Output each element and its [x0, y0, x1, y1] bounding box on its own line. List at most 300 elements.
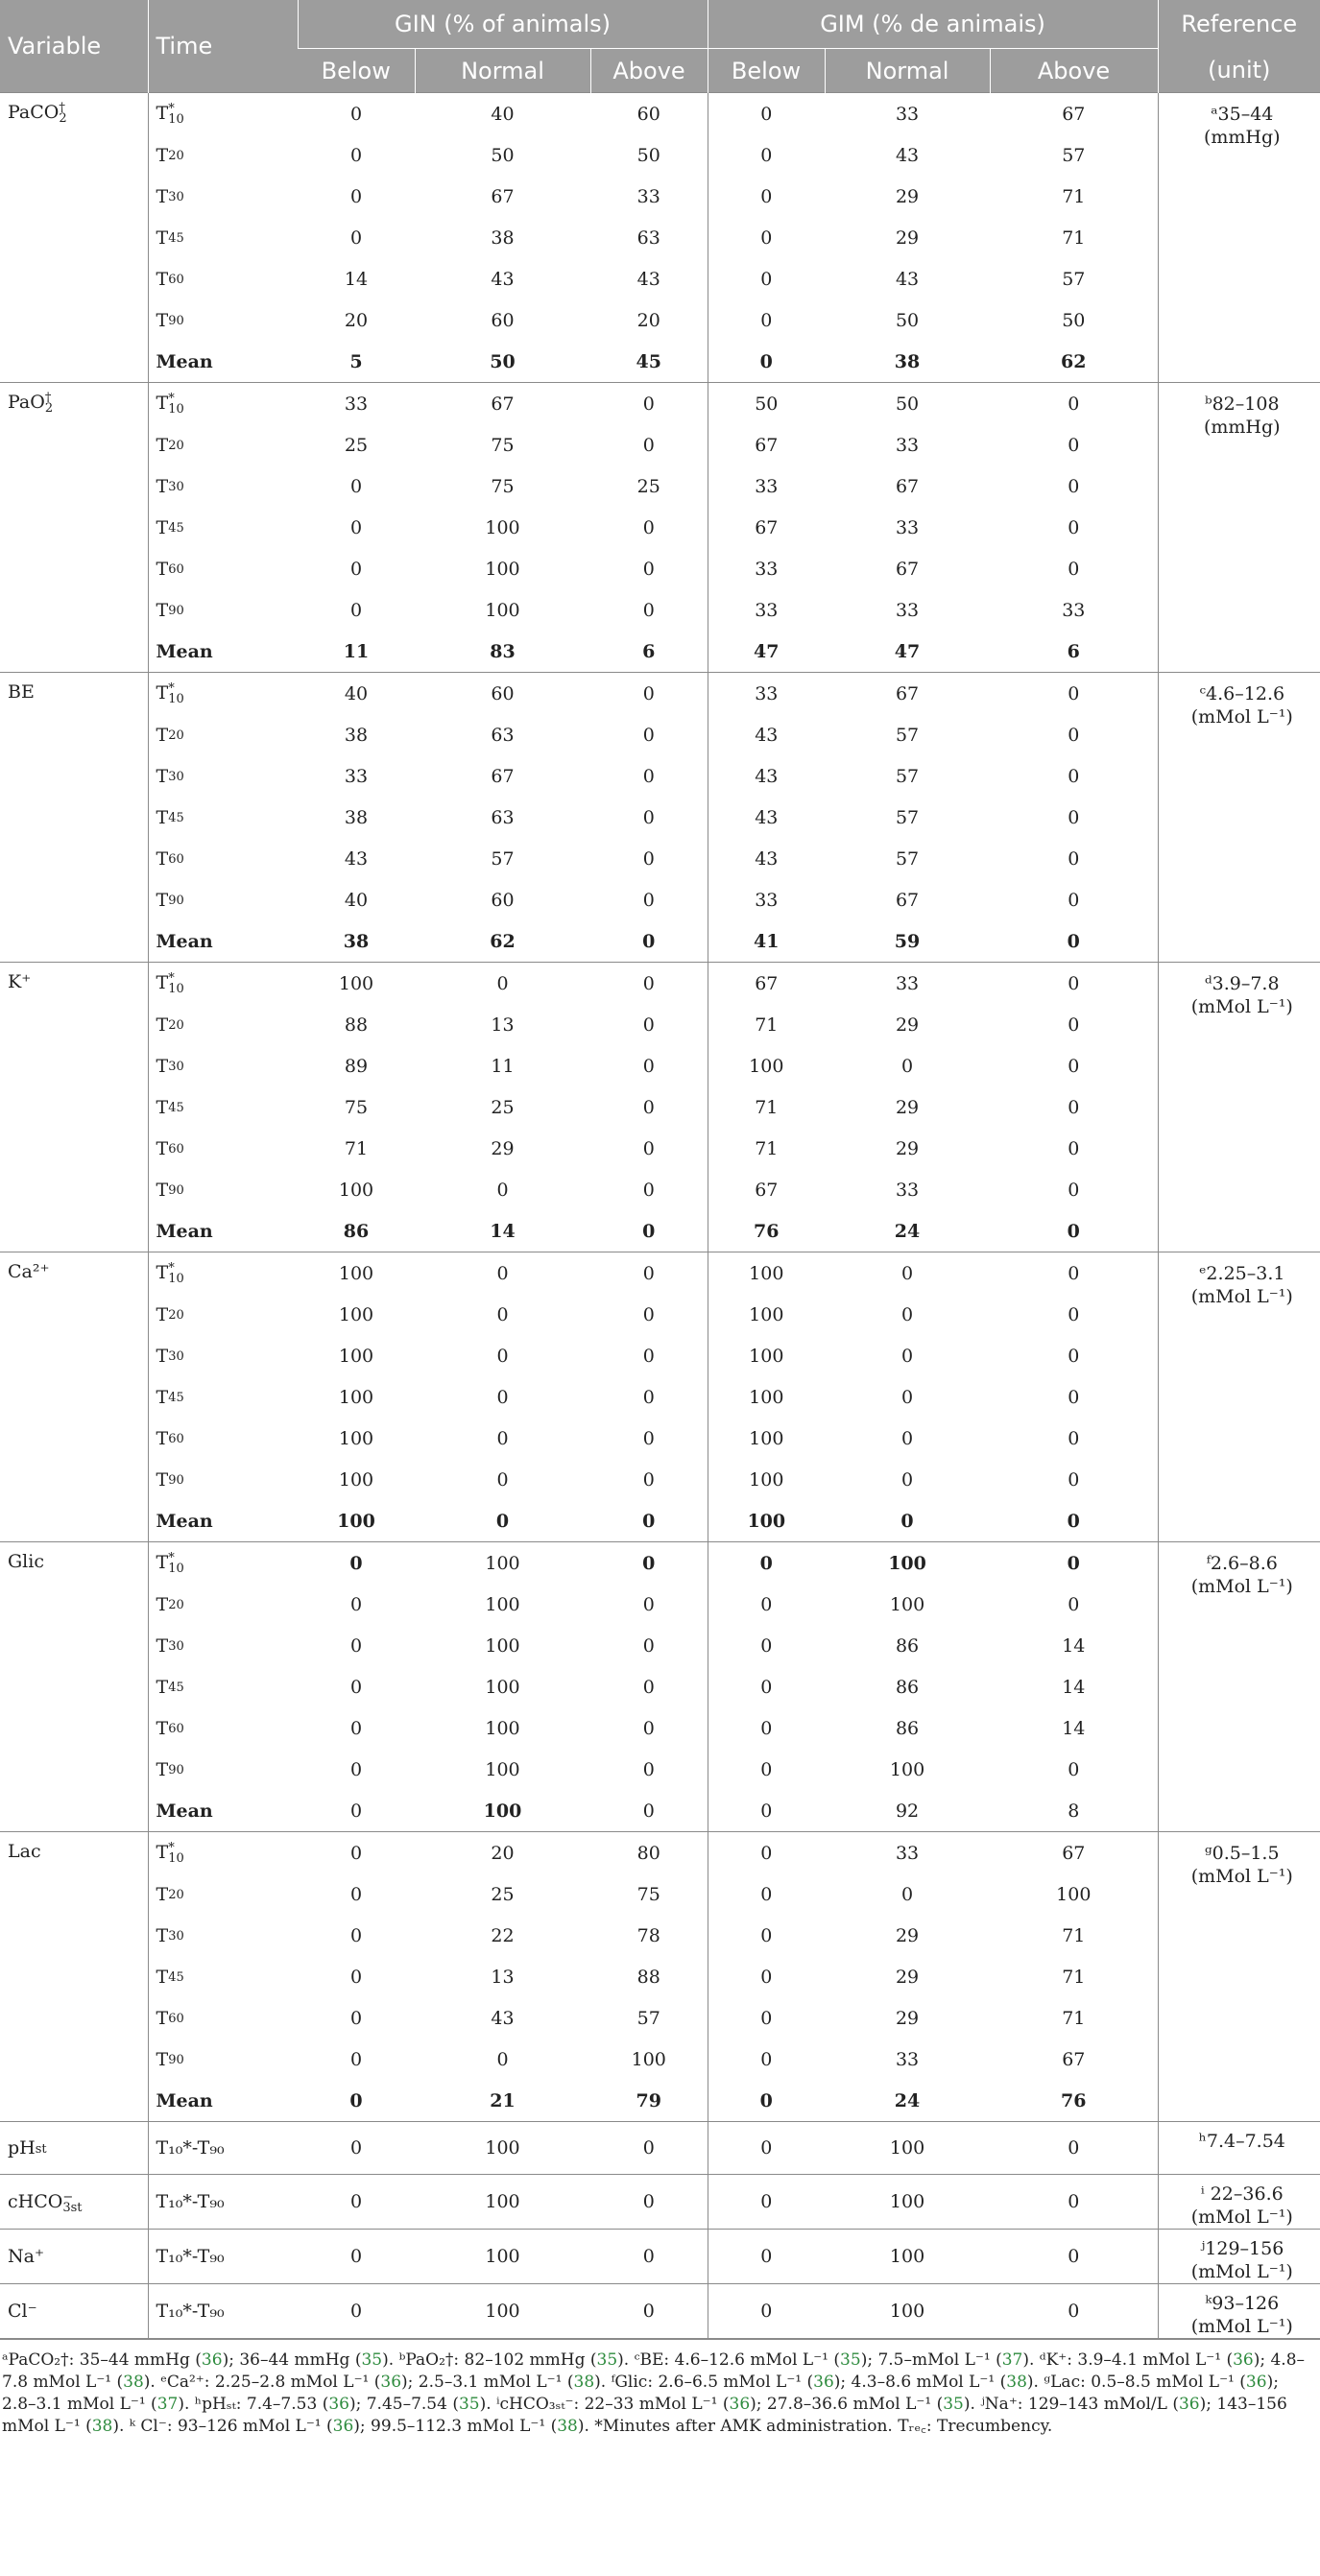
gin-below-cell: 0 — [349, 516, 363, 538]
table-row — [0, 134, 1320, 176]
gim-above-cell: 67 — [1062, 2048, 1086, 2070]
citation-link[interactable]: 38 — [91, 2417, 113, 2436]
time-sub: 10 — [168, 112, 184, 127]
time-script — [168, 1600, 184, 1610]
gim-above-cell: 50 — [1062, 309, 1086, 331]
time-cell: T₁₀*-T₉₀ — [148, 2284, 298, 2339]
time-cell: T 45 — [156, 1676, 184, 1698]
variable-cell: PaCO † 2 — [0, 93, 148, 383]
gim-above-cell: 14 — [1062, 1717, 1086, 1739]
time-sup: * — [168, 1551, 175, 1565]
table-body — [0, 93, 1320, 2339]
gim-normal-cell: 33 — [895, 599, 920, 621]
gim-below-cell: 0 — [708, 1584, 825, 1625]
gim-normal-cell: 0 — [900, 1345, 914, 1367]
gin-normal-cell: 25 — [491, 1883, 515, 1905]
time-sub: 30 — [168, 190, 184, 204]
time-script — [168, 854, 184, 865]
reference-unit: (mMol L⁻¹) — [1190, 1866, 1293, 1887]
table-row — [0, 1873, 1320, 1915]
var-script — [62, 2189, 83, 2215]
gin-above-cell: 0 — [642, 1800, 655, 1822]
time-sub: 20 — [168, 439, 184, 453]
time-script — [168, 523, 184, 534]
time-cell: Mean — [156, 640, 213, 662]
citation-link[interactable]: 38 — [557, 2417, 578, 2436]
time-cell: T 90 — [156, 1179, 184, 1201]
gin-below-cell: 0 — [349, 1924, 363, 1946]
gim-above-cell: 62 — [1061, 350, 1087, 372]
citation-link[interactable]: 37 — [1001, 2350, 1023, 2370]
var-script — [45, 393, 53, 414]
gim-normal-cell: 29 — [895, 1096, 920, 1118]
time-sub: 10 — [168, 1562, 184, 1576]
reference-range: ᵏ93–126 — [1205, 2293, 1280, 2314]
time-sub: 60 — [168, 562, 184, 577]
gim-normal-cell: 0 — [900, 1055, 914, 1077]
gim-below-cell: 0 — [708, 2284, 825, 2339]
gim-below-cell: 0 — [708, 2039, 825, 2080]
time-cell: Mean — [156, 350, 213, 372]
reference-cell — [1158, 1542, 1320, 1832]
reference-range: ʲ129–156 — [1200, 2238, 1284, 2259]
gim-below-cell: 0 — [708, 1707, 825, 1749]
time-sup: * — [168, 102, 175, 116]
time-cell: T 20 — [156, 724, 184, 746]
time-sub: 60 — [168, 1142, 184, 1157]
time-script — [168, 192, 184, 203]
time-script — [168, 1890, 184, 1900]
gin-above-cell: 6 — [642, 640, 656, 662]
citation-link[interactable]: 37 — [156, 2395, 179, 2414]
table-row — [0, 1004, 1320, 1045]
gin-above-cell: 0 — [590, 2284, 708, 2339]
table-row — [0, 714, 1320, 755]
header-gin-normal: Normal — [415, 49, 590, 93]
gim-above-cell: 0 — [1068, 1055, 1080, 1077]
time-cell: T * 10 — [148, 963, 298, 1005]
time-cell: T 45 — [156, 1966, 184, 1988]
gin-below-cell: 71 — [344, 1137, 369, 1159]
time-cell: T * 10 — [148, 1832, 298, 1874]
gim-normal-cell: 33 — [825, 93, 990, 135]
reference-cell — [1158, 93, 1320, 383]
gim-above-cell: 0 — [1067, 930, 1080, 952]
time-script — [168, 2014, 184, 2024]
footnote-text: ); 27.8–36.6 mMol L⁻¹ ( — [750, 2395, 944, 2414]
gin-below-cell: 0 — [349, 1676, 363, 1698]
gim-normal-cell: 43 — [895, 268, 920, 290]
time-cell: T 60 — [156, 1137, 184, 1159]
gin-above-cell: 0 — [590, 673, 708, 715]
gim-below-cell: 67 — [708, 963, 825, 1005]
header-gim: GIM (% de animais) — [708, 0, 1158, 49]
gim-below-cell: 0 — [708, 176, 825, 217]
gin-above-cell: 79 — [636, 2089, 661, 2111]
gin-below-cell: 0 — [349, 1800, 363, 1822]
header-unit: (unit) — [1158, 49, 1320, 93]
time-script — [168, 1144, 184, 1155]
gim-normal-cell: 59 — [894, 930, 921, 952]
gim-above-cell: 0 — [1068, 1345, 1080, 1367]
gin-above-cell: 0 — [642, 1137, 655, 1159]
gin-below-cell: 14 — [344, 268, 369, 290]
gin-below-cell: 0 — [298, 1542, 415, 1585]
citation-link[interactable]: 36 — [332, 2417, 354, 2436]
time-script — [168, 2055, 184, 2065]
time-cell: T 45 — [156, 227, 184, 249]
gin-above-cell: 0 — [642, 1179, 655, 1201]
gin-above-cell: 50 — [636, 144, 660, 166]
gin-normal-cell: 0 — [496, 1345, 509, 1367]
gin-above-cell: 0 — [642, 1427, 655, 1449]
gin-normal-cell: 100 — [485, 516, 520, 538]
gin-below-cell: 0 — [298, 2230, 415, 2284]
gin-above-cell: 0 — [642, 765, 655, 787]
gin-above-cell: 0 — [590, 383, 708, 425]
gim-above-cell: 0 — [1068, 1096, 1080, 1118]
gim-above-cell: 57 — [1062, 144, 1086, 166]
time-cell: T 30 — [156, 1055, 184, 1077]
gin-normal-cell: 75 — [491, 475, 515, 497]
gin-above-cell: 57 — [636, 2007, 660, 2029]
gin-normal-cell: 60 — [491, 889, 515, 911]
gin-below-cell: 20 — [344, 309, 369, 331]
gin-below-cell: 43 — [344, 847, 369, 870]
gim-above-cell: 33 — [1062, 599, 1086, 621]
gin-below-cell: 100 — [338, 1468, 374, 1491]
time-cell: T * 10 — [148, 1542, 298, 1585]
gim-normal-cell: 86 — [895, 1634, 920, 1657]
reference-cell — [1158, 673, 1320, 963]
table-row — [0, 424, 1320, 465]
citation-link[interactable]: 35 — [840, 2350, 861, 2370]
gim-normal-cell: 33 — [825, 1832, 990, 1874]
table-row — [0, 1376, 1320, 1418]
gim-below-cell: 0 — [708, 1749, 825, 1790]
variable-cell: Glic — [0, 1542, 148, 1832]
header-gim-above: Above — [990, 49, 1158, 93]
gin-above-cell: 78 — [636, 1924, 660, 1946]
time-script — [168, 1020, 184, 1031]
table-row — [0, 1045, 1320, 1086]
reference-unit: (mMol L⁻¹) — [1190, 2206, 1293, 2228]
gin-below-cell: 0 — [298, 2284, 415, 2339]
gin-above-cell: 0 — [642, 1676, 655, 1698]
time-script — [168, 1724, 184, 1734]
time-script — [168, 1765, 184, 1776]
gin-normal-cell: 100 — [485, 1717, 520, 1739]
table-row — [0, 797, 1320, 838]
time-sub: 60 — [168, 273, 184, 287]
time-cell: T 45 — [156, 516, 184, 538]
gim-above-cell: 0 — [990, 383, 1158, 425]
reference-range: ᵈ3.9–7.8 — [1205, 973, 1280, 994]
gin-below-cell: 0 — [349, 2089, 363, 2111]
gim-normal-cell: 0 — [900, 1510, 914, 1532]
citation-link[interactable]: 35 — [943, 2395, 964, 2414]
gim-above-cell: 14 — [1062, 1634, 1086, 1657]
citation-link[interactable]: 36 — [201, 2350, 223, 2370]
time-cell: T 60 — [156, 1427, 184, 1449]
gim-above-cell: 0 — [990, 1252, 1158, 1295]
gim-above-cell: 71 — [1062, 2007, 1086, 2029]
reference-unit: (mMol L⁻¹) — [1190, 1576, 1293, 1597]
gin-normal-cell: 62 — [490, 930, 516, 952]
citation-link[interactable]: 36 — [1178, 2395, 1200, 2414]
gim-below-cell: 0 — [708, 134, 825, 176]
time-script — [168, 973, 184, 994]
gin-below-cell: 86 — [343, 1220, 370, 1242]
gim-above-cell: 76 — [1061, 2089, 1087, 2111]
time-cell: Mean — [156, 1800, 213, 1822]
gin-above-cell: 0 — [642, 1055, 655, 1077]
citation-link[interactable]: 36 — [729, 2395, 751, 2414]
gim-below-cell: 100 — [708, 1335, 825, 1376]
gim-above-cell: 0 — [1068, 516, 1080, 538]
reference-cell — [1158, 2122, 1320, 2175]
time-script — [168, 1931, 184, 1942]
gin-above-cell: 45 — [636, 350, 661, 372]
gin-below-cell: 100 — [338, 1303, 374, 1325]
gin-normal-cell: 100 — [485, 599, 520, 621]
gin-normal-cell: 63 — [491, 724, 515, 746]
citation-link[interactable]: 35 — [361, 2350, 383, 2370]
reference-unit: (mMol L⁻¹) — [1190, 2316, 1293, 2337]
table-row — [0, 383, 1320, 425]
gin-below-cell: 0 — [349, 1883, 363, 1905]
time-cell: T 60 — [156, 847, 184, 870]
time-script — [168, 316, 184, 326]
time-cell: T 20 — [156, 434, 184, 456]
gim-above-cell: 0 — [1067, 1220, 1080, 1242]
reference-cell — [1158, 2284, 1320, 2339]
gim-above-cell: 0 — [990, 963, 1158, 1005]
gim-normal-cell: 67 — [895, 475, 920, 497]
reference-unit: (mmHg) — [1203, 127, 1281, 148]
time-cell: T 60 — [156, 2007, 184, 2029]
time-sub: 10 — [168, 692, 184, 706]
gin-normal-cell: 100 — [415, 1542, 590, 1585]
citation-link[interactable]: 35 — [596, 2350, 618, 2370]
gim-below-cell: 100 — [708, 1252, 825, 1295]
gin-above-cell: 0 — [642, 1634, 655, 1657]
gim-below-cell: 0 — [708, 93, 825, 135]
gim-above-cell: 0 — [1068, 765, 1080, 787]
table-row — [0, 1418, 1320, 1459]
gim-normal-cell: 100 — [889, 1758, 925, 1780]
time-cell: T 90 — [156, 309, 184, 331]
citation-link[interactable]: 38 — [1006, 2373, 1027, 2392]
time-sub: 90 — [168, 604, 184, 618]
footnote-text: ); 143–156 mMol L⁻¹ ( — [2, 2395, 1287, 2436]
gim-below-cell: 71 — [708, 1128, 825, 1169]
gin-above-cell: 43 — [636, 268, 660, 290]
reference-range: ᵇ82–108 — [1205, 394, 1280, 415]
table-row-mean — [0, 1210, 1320, 1252]
gim-normal-cell: 29 — [895, 2007, 920, 2029]
time-sub: 20 — [168, 1018, 184, 1033]
gin-normal-cell: 50 — [491, 144, 515, 166]
gim-normal-cell: 29 — [895, 227, 920, 249]
gin-normal-cell: 0 — [496, 1179, 509, 1201]
gin-below-cell: 0 — [349, 227, 363, 249]
var-script — [35, 2141, 47, 2157]
footnote-text: ); 7.5–mMol L⁻¹ ( — [860, 2350, 1002, 2370]
table-row — [0, 548, 1320, 589]
table-row-single — [0, 2175, 1320, 2230]
header-gin-above: Above — [590, 49, 708, 93]
time-sub: 45 — [168, 521, 184, 536]
gim-below-cell: 100 — [708, 1045, 825, 1086]
variable-cell: Na⁺ — [0, 2230, 148, 2284]
header-variable: Variable — [0, 0, 148, 93]
gim-normal-cell: 92 — [895, 1800, 920, 1822]
gin-above-cell: 0 — [590, 963, 708, 1005]
time-sub: 60 — [168, 2012, 184, 2026]
time-cell: Mean — [156, 1220, 213, 1242]
table-footnote — [0, 2339, 1320, 2438]
gim-above-cell: 0 — [990, 2230, 1158, 2284]
citation-link[interactable]: 36 — [380, 2373, 402, 2392]
gin-normal-cell: 21 — [490, 2089, 516, 2111]
gin-above-cell: 60 — [590, 93, 708, 135]
time-sub: 10 — [168, 982, 184, 996]
time-sub: 10 — [168, 1272, 184, 1286]
gin-above-cell: 0 — [642, 516, 655, 538]
table-row — [0, 1252, 1320, 1295]
gim-below-cell: 0 — [708, 2080, 825, 2122]
citation-link[interactable]: 38 — [573, 2373, 595, 2392]
gim-above-cell: 0 — [1068, 1386, 1080, 1408]
gim-normal-cell: 50 — [895, 309, 920, 331]
gin-above-cell: 0 — [642, 1220, 656, 1242]
gin-normal-cell: 0 — [496, 1468, 509, 1491]
reference-cell — [1158, 1252, 1320, 1542]
gin-below-cell: 38 — [343, 930, 370, 952]
gin-above-cell: 0 — [642, 1303, 655, 1325]
gim-below-cell: 100 — [708, 1376, 825, 1418]
footnote-text: ); 4.3–8.6 mMol L⁻¹ ( — [833, 2373, 1007, 2392]
time-sub: 30 — [168, 1060, 184, 1074]
gim-below-cell: 43 — [708, 838, 825, 879]
time-sub: 60 — [168, 852, 184, 867]
citation-link[interactable]: 36 — [1245, 2373, 1267, 2392]
header-time: Time — [148, 0, 298, 93]
time-cell: T 30 — [156, 1924, 184, 1946]
gin-above-cell: 0 — [642, 1096, 655, 1118]
gim-below-cell: 100 — [708, 1294, 825, 1335]
gin-below-cell: 0 — [298, 2175, 415, 2230]
citation-link[interactable]: 36 — [813, 2373, 834, 2392]
gim-above-cell: 14 — [1062, 1676, 1086, 1698]
gin-normal-cell: 57 — [491, 847, 515, 870]
table-row — [0, 838, 1320, 879]
citation-link[interactable]: 35 — [458, 2395, 480, 2414]
table-row — [0, 465, 1320, 507]
table-row — [0, 1625, 1320, 1666]
citation-link[interactable]: 36 — [1233, 2350, 1254, 2370]
time-script — [168, 730, 184, 741]
gim-below-cell: 76 — [708, 1210, 825, 1252]
table-row — [0, 963, 1320, 1005]
gim-below-cell: 0 — [708, 2230, 825, 2284]
gim-normal-cell: 33 — [895, 516, 920, 538]
citation-link[interactable]: 38 — [123, 2373, 144, 2392]
reference-range: ᶜ4.6–12.6 — [1199, 683, 1285, 704]
gim-normal-cell: 100 — [825, 2230, 990, 2284]
gin-normal-cell: 0 — [415, 963, 590, 1005]
time-script — [168, 1475, 184, 1486]
citation-link[interactable]: 36 — [328, 2395, 349, 2414]
gin-above-cell: 33 — [636, 185, 660, 207]
gim-normal-cell: 57 — [895, 806, 920, 828]
gim-below-cell: 0 — [708, 1832, 825, 1874]
time-sub: 10 — [168, 1851, 184, 1866]
footnote-text: ); 36–44 mmHg ( — [222, 2350, 362, 2370]
gim-below-cell: 33 — [708, 465, 825, 507]
time-script — [168, 151, 184, 161]
gin-normal-cell: 29 — [491, 1137, 515, 1159]
time-cell: T * 10 — [148, 1252, 298, 1295]
header-gim-below: Below — [708, 49, 825, 93]
gin-normal-cell: 0 — [496, 1303, 509, 1325]
gim-normal-cell: 57 — [895, 724, 920, 746]
table-row — [0, 1335, 1320, 1376]
gim-below-cell: 0 — [708, 2122, 825, 2175]
gim-above-cell: 71 — [1062, 1966, 1086, 1988]
time-script — [168, 1061, 184, 1072]
gin-above-cell: 0 — [590, 2175, 708, 2230]
gim-below-cell: 43 — [708, 714, 825, 755]
table-row — [0, 1542, 1320, 1585]
table-row — [0, 1666, 1320, 1707]
time-script — [168, 441, 184, 451]
gim-above-cell: 71 — [1062, 227, 1086, 249]
table-row — [0, 755, 1320, 797]
footnote-text: ); 4.8–7.8 mMol L⁻¹ ( — [2, 2350, 1306, 2392]
variable-cell: Cl⁻ — [0, 2284, 148, 2339]
gin-below-cell: 0 — [349, 1758, 363, 1780]
gim-above-cell: 0 — [1068, 475, 1080, 497]
gim-normal-cell: 67 — [825, 673, 990, 715]
gim-above-cell: 0 — [1068, 1758, 1080, 1780]
time-sub: 90 — [168, 314, 184, 328]
table-row — [0, 1832, 1320, 1874]
gin-below-cell: 5 — [349, 350, 363, 372]
gim-normal-cell: 29 — [895, 1924, 920, 1946]
gim-below-cell: 0 — [708, 1915, 825, 1956]
table-row — [0, 589, 1320, 631]
gin-normal-cell: 0 — [495, 1510, 510, 1532]
time-script — [168, 1553, 184, 1574]
gim-normal-cell: 100 — [825, 1542, 990, 1585]
gin-below-cell: 0 — [349, 1634, 363, 1657]
gin-normal-cell: 75 — [491, 434, 515, 456]
time-cell: T 30 — [156, 1345, 184, 1367]
time-cell: T 60 — [156, 558, 184, 580]
gin-normal-cell: 67 — [415, 383, 590, 425]
table-row-mean — [0, 2080, 1320, 2122]
variable-cell: cHCO − 3st — [0, 2175, 148, 2230]
footnote-text: ᵃPaCO₂†: 35–44 mmHg ( — [2, 2350, 202, 2370]
gim-below-cell: 0 — [708, 1542, 825, 1585]
gin-below-cell: 40 — [298, 673, 415, 715]
gim-normal-cell: 86 — [895, 1717, 920, 1739]
time-cell: T 20 — [156, 1883, 184, 1905]
gin-normal-cell: 100 — [483, 1800, 522, 1822]
time-cell: T₁₀*-T₉₀ — [148, 2230, 298, 2284]
